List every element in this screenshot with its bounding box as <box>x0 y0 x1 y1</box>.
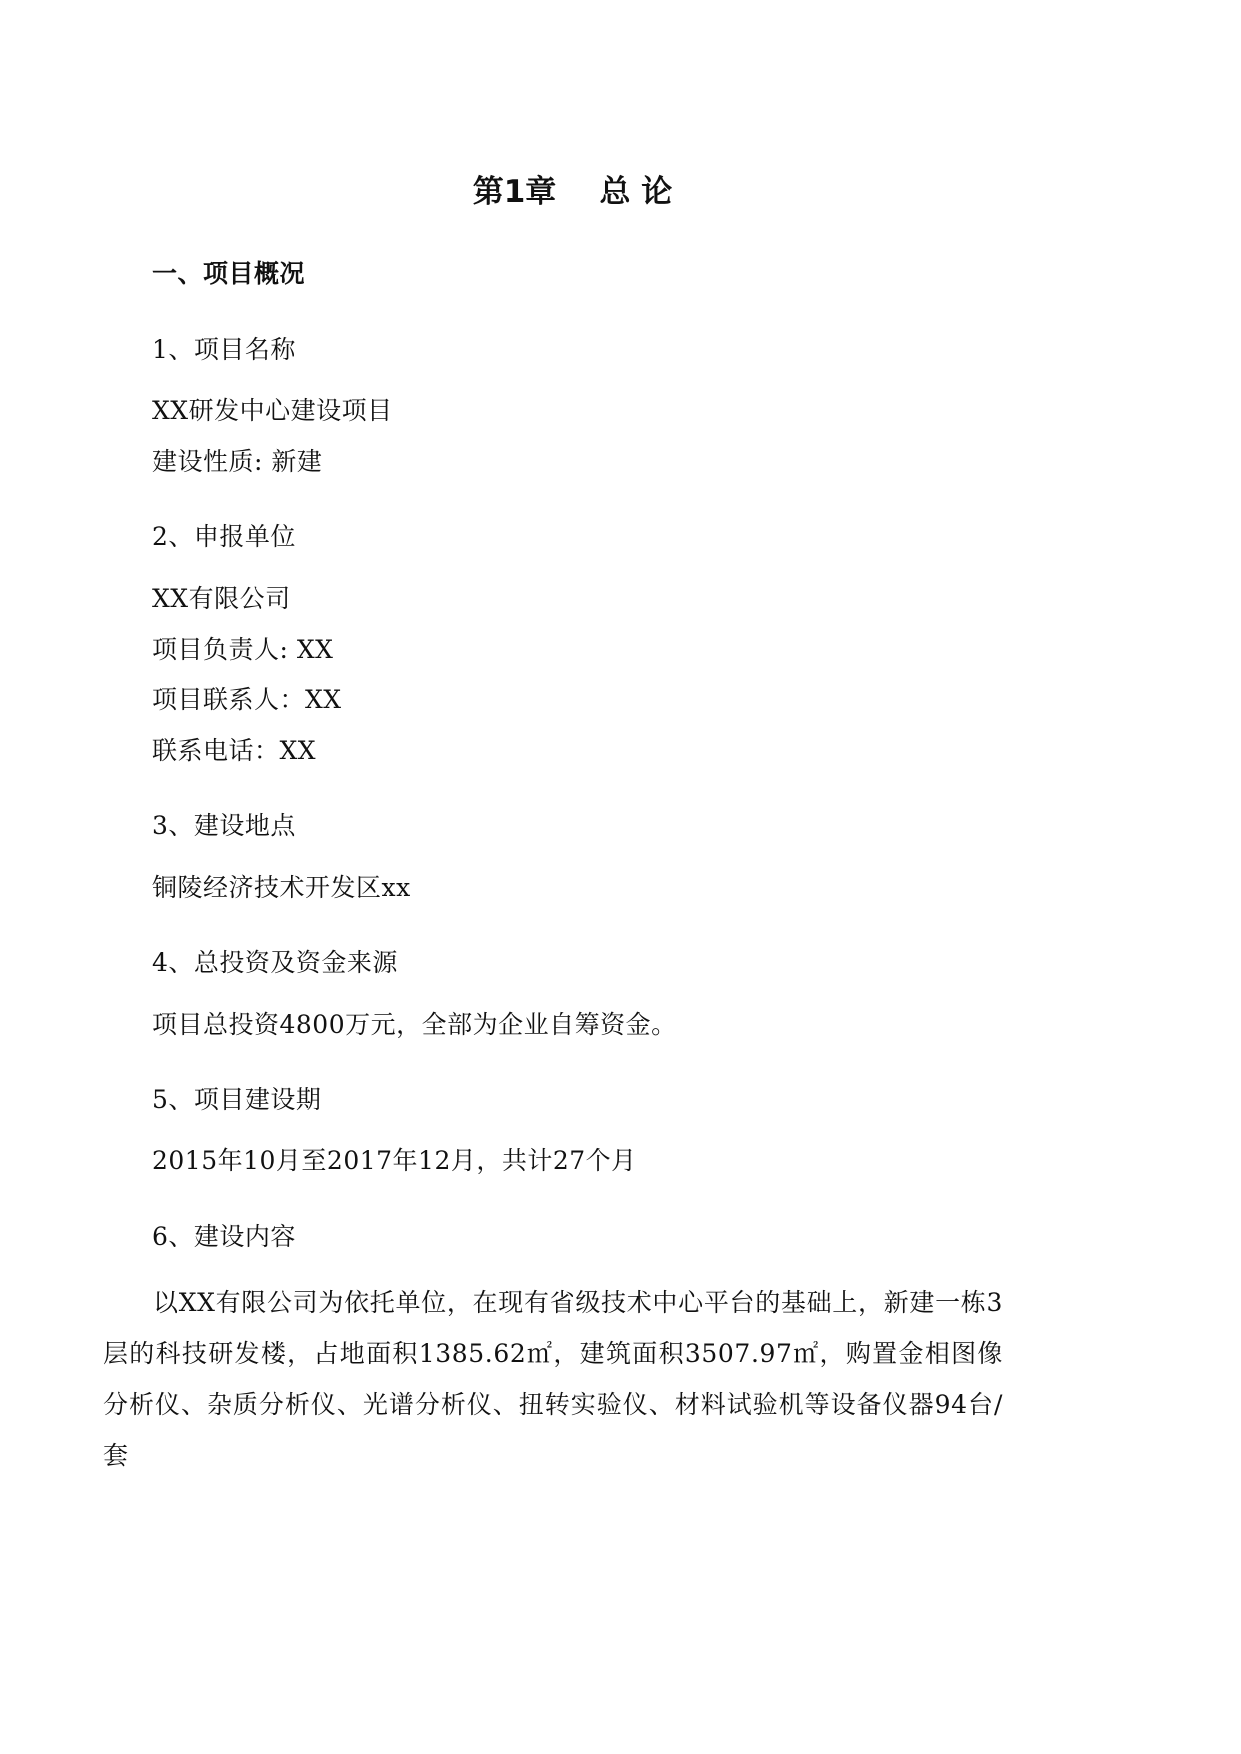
period-value: 2015年10月至2017年12月，共计27个月 <box>152 1146 637 1175</box>
construction-nature: 建设性质: 新建 <box>152 447 323 476</box>
item-heading-location: 3、建设地点 <box>152 811 296 840</box>
item-heading-content: 6、建设内容 <box>152 1222 296 1251</box>
item-heading-applicant: 2、申报单位 <box>152 522 296 551</box>
section-heading: 一、项目概况 <box>152 259 306 288</box>
location-value: 铜陵经济技术开发区xx <box>152 873 411 902</box>
project-contact: 项目联系人：XX <box>152 685 342 714</box>
item-heading-investment: 4、总投资及资金来源 <box>152 948 398 977</box>
project-leader: 项目负责人: XX <box>152 635 334 664</box>
item-heading-project-name: 1、项目名称 <box>152 335 296 364</box>
chapter-title: 第1章 总 论 <box>472 174 673 210</box>
project-name-value: XX研发中心建设项目 <box>152 396 393 425</box>
content-paragraph: 以XX有限公司为依托单位，在现有省级技术中心平台的基础上，新建一栋3层的科技研发楼，占地面积1385.62㎡，建筑面积3507.97㎡，购置金相图像分析仪、杂质分析仪、光谱分析仪、扭转实验仪、材料试验机等设备仪器94台/套 <box>103 1288 1003 1470</box>
investment-value: 项目总投资4800万元，全部为企业自筹资金。 <box>152 1010 677 1039</box>
applicant-company: XX有限公司 <box>152 584 291 613</box>
item-heading-period: 5、项目建设期 <box>152 1085 322 1114</box>
contact-phone: 联系电话：XX <box>152 736 317 765</box>
